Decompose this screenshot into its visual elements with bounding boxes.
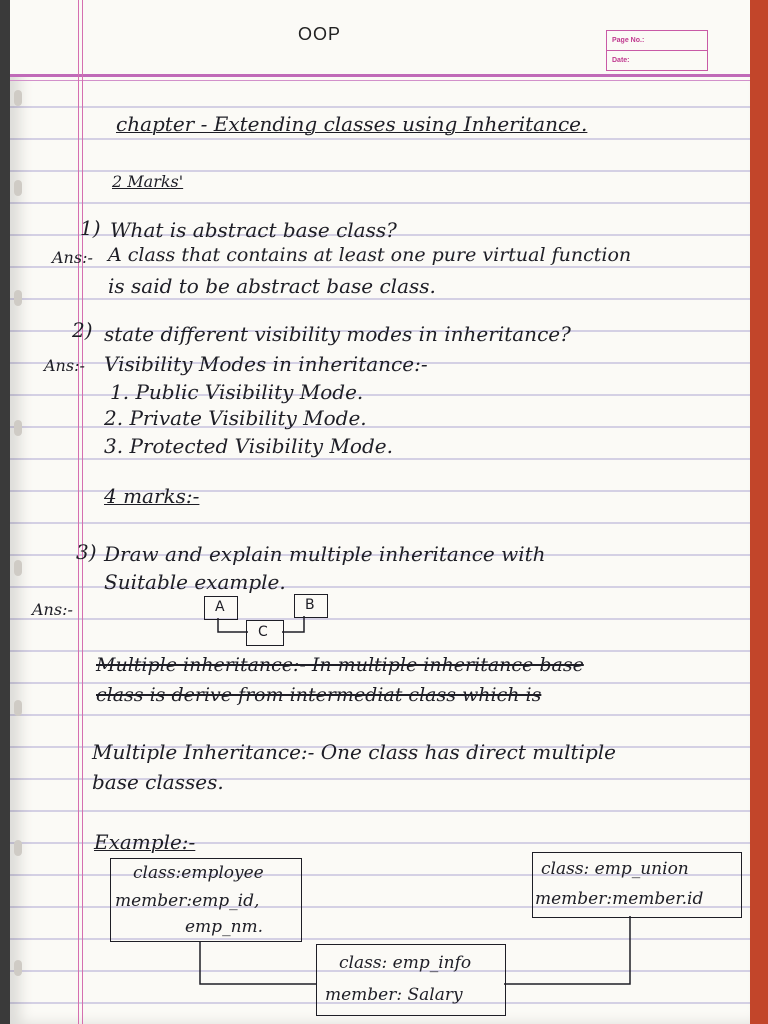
page-no-label: Page No.: xyxy=(612,37,645,44)
q1-question: What is abstract base class? xyxy=(110,218,397,242)
q3-question-line-2: Suitable example. xyxy=(104,570,286,594)
info-class-box xyxy=(316,944,506,1016)
date-label: Date: xyxy=(607,50,707,70)
employee-class-name: class:employee xyxy=(133,863,264,883)
q3-number: 3) xyxy=(76,540,97,564)
info-class-name: class: emp_info xyxy=(339,953,472,973)
class-b-box xyxy=(294,594,328,618)
subject-heading: OOP xyxy=(298,24,342,44)
q2-question: state different visibility modes in inheritance? xyxy=(104,322,571,346)
class-a-box xyxy=(204,596,238,620)
class-c-label: C xyxy=(258,624,268,640)
definition-line-2: base classes. xyxy=(92,770,224,794)
q1-answer-line-1: A class that contains at least one pure virtual function xyxy=(108,244,632,266)
q1-number: 1) xyxy=(80,216,101,240)
q2-mode-1: 1. Public Visibility Mode. xyxy=(110,380,364,404)
q1-ans-label: Ans:- xyxy=(52,248,93,267)
union-class-name: class: emp_union xyxy=(541,859,689,879)
employee-class-member-2: emp_nm. xyxy=(185,917,264,937)
info-class-member: member: Salary xyxy=(325,985,463,1005)
q3-ans-label: Ans:- xyxy=(32,600,73,619)
q2-answer-intro: Visibility Modes in inheritance:- xyxy=(104,352,428,376)
class-c-box xyxy=(246,620,284,646)
union-class-box xyxy=(532,852,742,918)
section-2-marks: 2 Marks' xyxy=(112,172,184,191)
struck-text-line-1: Multiple inheritance:- In multiple inheritance base xyxy=(96,654,584,676)
struck-text-line-2: class is derive from intermediat class which is xyxy=(96,684,542,706)
union-class-member: member:member.id xyxy=(535,889,704,909)
q2-mode-2: 2. Private Visibility Mode. xyxy=(104,406,367,430)
class-b-label: B xyxy=(305,597,315,613)
q2-mode-3: 3. Protected Visibility Mode. xyxy=(104,434,393,458)
q2-ans-label: Ans:- xyxy=(44,356,85,375)
definition-line-1: Multiple Inheritance:- One class has direct multiple xyxy=(92,740,616,764)
chapter-title: chapter - Extending classes using Inheritance. xyxy=(116,112,588,136)
section-4-marks: 4 marks:- xyxy=(104,484,200,508)
example-label: Example:- xyxy=(94,830,196,854)
employee-class-box xyxy=(110,858,302,942)
q1-answer-line-2: is said to be abstract base class. xyxy=(108,274,436,298)
q3-question-line-1: Draw and explain multiple inheritance with xyxy=(104,542,546,566)
q2-number: 2) xyxy=(72,318,93,342)
employee-class-member: member:emp_id, xyxy=(115,891,260,911)
class-a-label: A xyxy=(215,599,225,615)
